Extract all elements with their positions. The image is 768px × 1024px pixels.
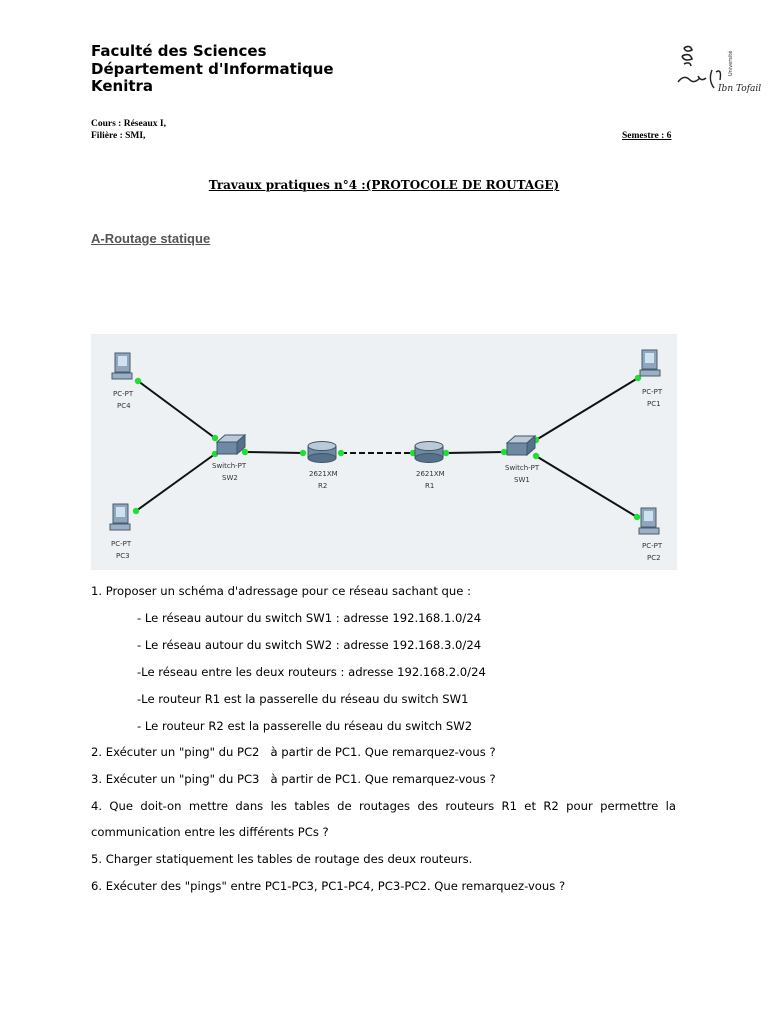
pc1-type: PC-PT bbox=[642, 388, 663, 396]
logo-text: Ibn Tofail bbox=[718, 84, 762, 94]
course-label: Cours : Réseaux I, bbox=[91, 119, 166, 129]
pc2-icon bbox=[639, 508, 659, 534]
faculty-name: Faculté des Sciences bbox=[91, 42, 267, 60]
question-6: 6. Exécuter des "pings" entre PC1-PC3, PC1-PC4, PC3-PC2. Que remarquez-vous ? bbox=[91, 879, 566, 893]
semester-label: Semestre : 6 bbox=[622, 131, 672, 141]
r2-type: 2621XM bbox=[309, 470, 338, 478]
section-heading: A-Routage statique bbox=[91, 231, 211, 246]
department-name: Département d'Informatique bbox=[91, 60, 334, 78]
pc3-type: PC-PT bbox=[111, 540, 132, 548]
r1-name: R1 bbox=[425, 482, 435, 490]
pc1-icon bbox=[640, 350, 660, 376]
sw2-name: SW2 bbox=[222, 474, 238, 482]
pc1-name: PC1 bbox=[647, 400, 661, 408]
document-title: Travaux pratiques n°4 :(PROTOCOLE DE ROUTAGE) bbox=[208, 178, 560, 192]
pc3-icon bbox=[110, 504, 130, 530]
city-name: Kenitra bbox=[91, 77, 154, 95]
pc3-name: PC3 bbox=[116, 552, 130, 560]
pc2-name: PC2 bbox=[647, 554, 661, 562]
question-4-line-2: communication entre les différents PCs ? bbox=[91, 825, 329, 839]
network-diagram bbox=[91, 334, 677, 570]
pc4-type: PC-PT bbox=[113, 390, 134, 398]
program-label: Filière : SMI, bbox=[91, 131, 146, 141]
sw1-name: SW1 bbox=[514, 476, 530, 484]
svg-text:Université: Université bbox=[728, 50, 734, 76]
question-1: 1. Proposer un schéma d'adressage pour ce réseau sachant que : bbox=[91, 584, 471, 598]
question-2: 2. Exécuter un "ping" du PC2 à partir de PC1. Que remarquez-vous ? bbox=[91, 745, 496, 759]
q1-item-2: - Le réseau autour du switch SW2 : adresse 192.168.3.0/24 bbox=[137, 638, 482, 652]
link-r1-sw1 bbox=[446, 452, 504, 453]
sw2-type: Switch-PT bbox=[212, 462, 247, 470]
r2-icon bbox=[308, 442, 336, 463]
university-logo bbox=[672, 42, 762, 98]
r1-type: 2621XM bbox=[416, 470, 445, 478]
r1-icon bbox=[415, 442, 443, 463]
q1-item-3: -Le réseau entre les deux routeurs : adresse 192.168.2.0/24 bbox=[137, 665, 486, 679]
pc2-type: PC-PT bbox=[642, 542, 663, 550]
q1-item-4: -Le routeur R1 est la passerelle du réseau du switch SW1 bbox=[137, 692, 469, 706]
pc4-icon bbox=[112, 353, 132, 379]
link-sw2-r2 bbox=[245, 452, 303, 453]
q1-item-1: - Le réseau autour du switch SW1 : adresse 192.168.1.0/24 bbox=[137, 611, 482, 625]
r2-name: R2 bbox=[318, 482, 328, 490]
sw1-type: Switch-PT bbox=[505, 464, 540, 472]
question-3: 3. Exécuter un "ping" du PC3 à partir de PC1. Que remarquez-vous ? bbox=[91, 772, 496, 786]
sw1-icon bbox=[507, 436, 535, 455]
question-5: 5. Charger statiquement les tables de routage des deux routeurs. bbox=[91, 852, 473, 866]
pc4-name: PC4 bbox=[117, 402, 131, 410]
q1-item-5: - Le routeur R2 est la passerelle du réseau du switch SW2 bbox=[137, 719, 473, 733]
sw2-icon bbox=[217, 435, 245, 454]
question-4-line-1: 4. Que doit-on mettre dans les tables de routages des routeurs R1 et R2 pour permettre la bbox=[91, 799, 676, 813]
